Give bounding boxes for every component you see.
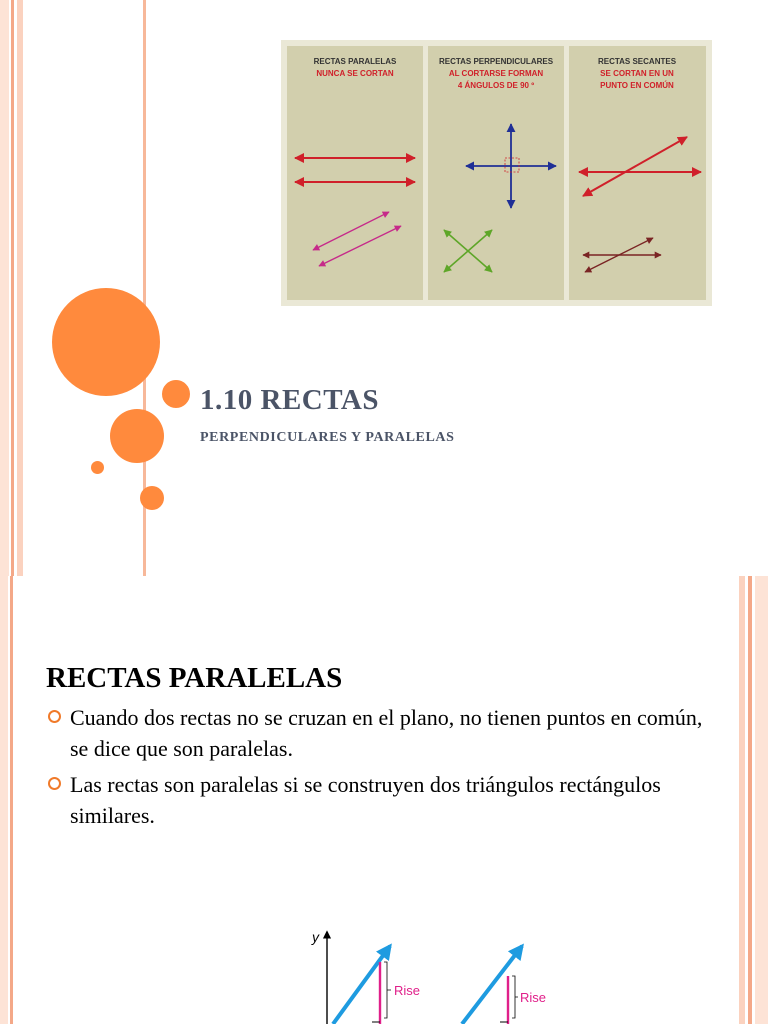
rise-bracket [384,962,391,1018]
section-heading: RECTAS PARALELAS [46,662,343,694]
bullet-text: Las rectas son paralelas si se construyen dos triángulos rectángulos similares. [70,772,661,828]
decorative-stripe [0,0,9,576]
content-slide [0,576,768,1024]
decorative-circle [110,409,164,463]
decorative-circle [91,461,104,474]
decorative-stripe [10,576,13,1024]
bullet-list [48,702,708,836]
line-two [462,946,522,1024]
decorative-stripe [748,576,752,1024]
lines-types-figure [281,40,712,306]
panel-caption: AL CORTARSE FORMAN [448,69,544,78]
panel-parallel [287,46,423,300]
decorative-stripe [11,0,14,576]
bullet-text: Cuando dos rectas no se cruzan en el plano, no tienen puntos en común, se dice que son paralelas. [70,705,703,761]
panel-caption: PUNTO EN COMÚN [600,81,674,90]
decorative-stripe [17,0,23,576]
list-item [48,769,708,831]
bullet-icon [48,777,61,790]
list-item [48,702,708,764]
panel-heading: RECTAS SECANTES [597,57,677,66]
panel-caption: NUNCA SE CORTAN [316,69,394,78]
decorative-circle [160,378,192,410]
panel-heading: RECTAS PERPENDICULARES [438,57,554,66]
decorative-stripe [755,576,768,1024]
panel-caption: 4 ÁNGULOS DE 90 º [457,81,535,90]
rise-label: Rise [394,983,421,998]
rise-bracket [512,976,518,1018]
bullet-icon [48,710,61,723]
panel-caption: SE CORTAN EN UN [600,69,674,78]
line-one [333,946,390,1024]
slide-title: 1.10 RECTAS [200,384,379,416]
slope-graph [300,922,560,1024]
decorative-stripe [739,576,745,1024]
decorative-circle [52,288,160,396]
rise-label: Rise [520,990,547,1005]
axis-label: y [312,929,319,945]
decorative-circle [140,486,164,510]
panel-heading: RECTAS PARALELAS [313,57,397,66]
slide-subtitle: PERPENDICULARES Y PARALELAS [200,430,455,445]
decorative-stripe [0,576,8,1024]
